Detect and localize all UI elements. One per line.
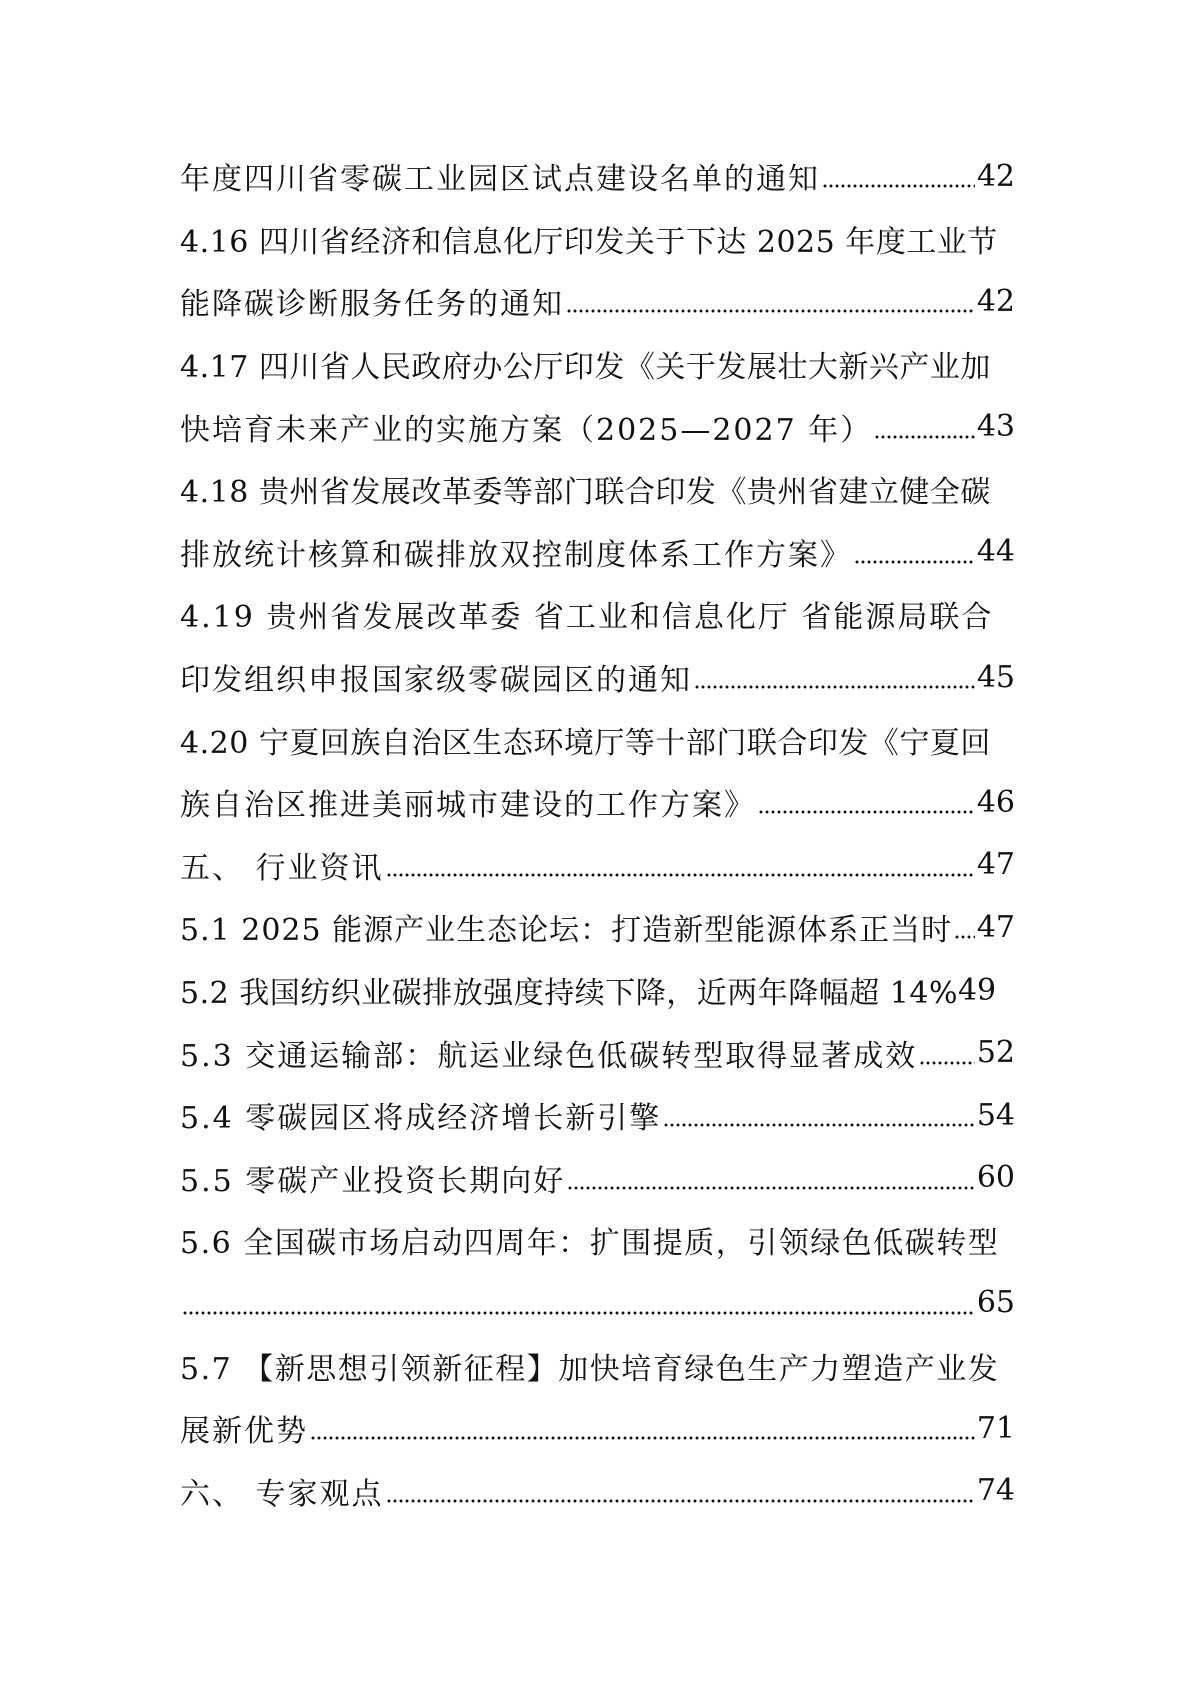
dot-leader <box>854 537 975 567</box>
table-of-contents <box>180 145 1015 1522</box>
toc-entry-title: 六、 专家观点 <box>180 1476 384 1512</box>
toc-page-number: 42 <box>976 158 1015 194</box>
toc-entry[interactable] <box>180 708 1015 771</box>
dot-leader <box>567 1163 975 1193</box>
toc-entry-title: 5.7 【新思想引领新征程】加快培育绿色生产力塑造产业发 <box>180 1351 1000 1387</box>
dot-leader <box>694 662 975 692</box>
toc-entry-title: 4.19 贵州省发展改革委 省工业和信息化厅 省能源局联合 <box>180 600 994 636</box>
dot-leader <box>663 1100 975 1130</box>
toc-page-number: 42 <box>976 283 1015 319</box>
toc-entry[interactable] <box>180 1084 1015 1147</box>
toc-entry-title: 五、 行业资讯 <box>180 850 384 886</box>
dot-leader <box>386 1476 975 1506</box>
toc-page-number: 47 <box>976 847 1015 883</box>
toc-entry-title: 印发组织申报国家级零碳园区的通知 <box>180 663 692 699</box>
toc-page-number: 60 <box>976 1160 1015 1196</box>
dot-leader <box>919 1038 975 1068</box>
toc-page-number: 44 <box>976 534 1015 570</box>
toc-entry-title: 5.5 零碳产业投资长期向好 <box>180 1163 566 1199</box>
toc-entry[interactable] <box>180 521 1015 584</box>
dot-leader <box>182 1288 975 1318</box>
toc-entry[interactable] <box>180 646 1015 709</box>
toc-entry-title: 4.20 宁夏回族自治区生态环境厅等十部门联合印发《宁夏回 <box>180 725 991 761</box>
dot-leader <box>310 1413 975 1443</box>
toc-entry[interactable] <box>180 1272 1015 1335</box>
toc-entry[interactable] <box>180 1334 1015 1397</box>
toc-entry-title: 5.2 我国纺织业碳排放强度持续下降，近两年降幅超 14% <box>180 976 958 1012</box>
dot-leader <box>386 850 975 880</box>
toc-entry-title: 4.16 四川省经济和信息化厅印发关于下达 2025 年度工业节 <box>180 224 998 260</box>
toc-entry[interactable] <box>180 959 1015 1022</box>
toc-entry[interactable] <box>180 1209 1015 1272</box>
toc-entry-title: 能降碳诊断服务任务的通知 <box>180 287 564 323</box>
toc-section-heading[interactable] <box>180 1459 1015 1522</box>
toc-entry[interactable] <box>180 208 1015 271</box>
toc-section-heading[interactable] <box>180 834 1015 897</box>
dot-leader <box>874 412 975 442</box>
toc-entry[interactable] <box>180 458 1015 521</box>
toc-entry[interactable] <box>180 270 1015 333</box>
toc-entry-title: 快培育未来产业的实施方案（2025—2027 年） <box>180 412 873 448</box>
toc-entry-title: 5.3 交通运输部：航运业绿色低碳转型取得显著成效 <box>180 1038 918 1074</box>
toc-entry-title: 4.18 贵州省发展改革委等部门联合印发《贵州省建立健全碳 <box>180 475 991 511</box>
toc-entry[interactable] <box>180 1147 1015 1210</box>
dot-leader <box>566 286 975 316</box>
toc-page-number: 71 <box>976 1410 1015 1446</box>
toc-entry[interactable] <box>180 771 1015 834</box>
toc-entry-title: 展新优势 <box>180 1414 308 1450</box>
toc-page-number: 54 <box>976 1097 1015 1133</box>
toc-page-number: 45 <box>976 659 1015 695</box>
toc-page-number: 47 <box>976 909 1015 945</box>
toc-entry[interactable] <box>180 1397 1015 1460</box>
dot-leader <box>758 787 975 817</box>
toc-entry[interactable] <box>180 1021 1015 1084</box>
dot-leader <box>954 912 975 942</box>
toc-entry-title: 排放统计核算和碳排放双控制度体系工作方案》 <box>180 537 852 573</box>
toc-page-number: 74 <box>976 1473 1015 1509</box>
toc-entry[interactable] <box>180 395 1015 458</box>
toc-entry-title: 年度四川省零碳工业园区试点建设名单的通知 <box>180 162 820 198</box>
toc-entry-title: 5.6 全国碳市场启动四周年：扩围提质，引领绿色低碳转型 <box>180 1226 1000 1262</box>
toc-page-number: 65 <box>976 1285 1015 1321</box>
toc-page-number: 49 <box>957 972 997 1008</box>
toc-entry-title: 4.17 四川省人民政府办公厅印发《关于发展壮大新兴产业加 <box>180 350 991 386</box>
toc-page-number: 46 <box>976 784 1015 820</box>
toc-entry-title: 族自治区推进美丽城市建设的工作方案》 <box>180 788 756 824</box>
dot-leader <box>822 161 975 191</box>
toc-entry[interactable] <box>180 145 1015 208</box>
toc-entry-title: 5.4 零碳园区将成经济增长新引擎 <box>180 1101 662 1137</box>
toc-entry[interactable] <box>180 333 1015 396</box>
toc-entry[interactable] <box>180 583 1015 646</box>
toc-page-number: 43 <box>976 409 1015 445</box>
toc-entry[interactable] <box>180 896 1015 959</box>
toc-page-number: 52 <box>976 1035 1015 1071</box>
toc-entry-title: 5.1 2025 能源产业生态论坛：打造新型能源体系正当时 <box>180 913 953 949</box>
